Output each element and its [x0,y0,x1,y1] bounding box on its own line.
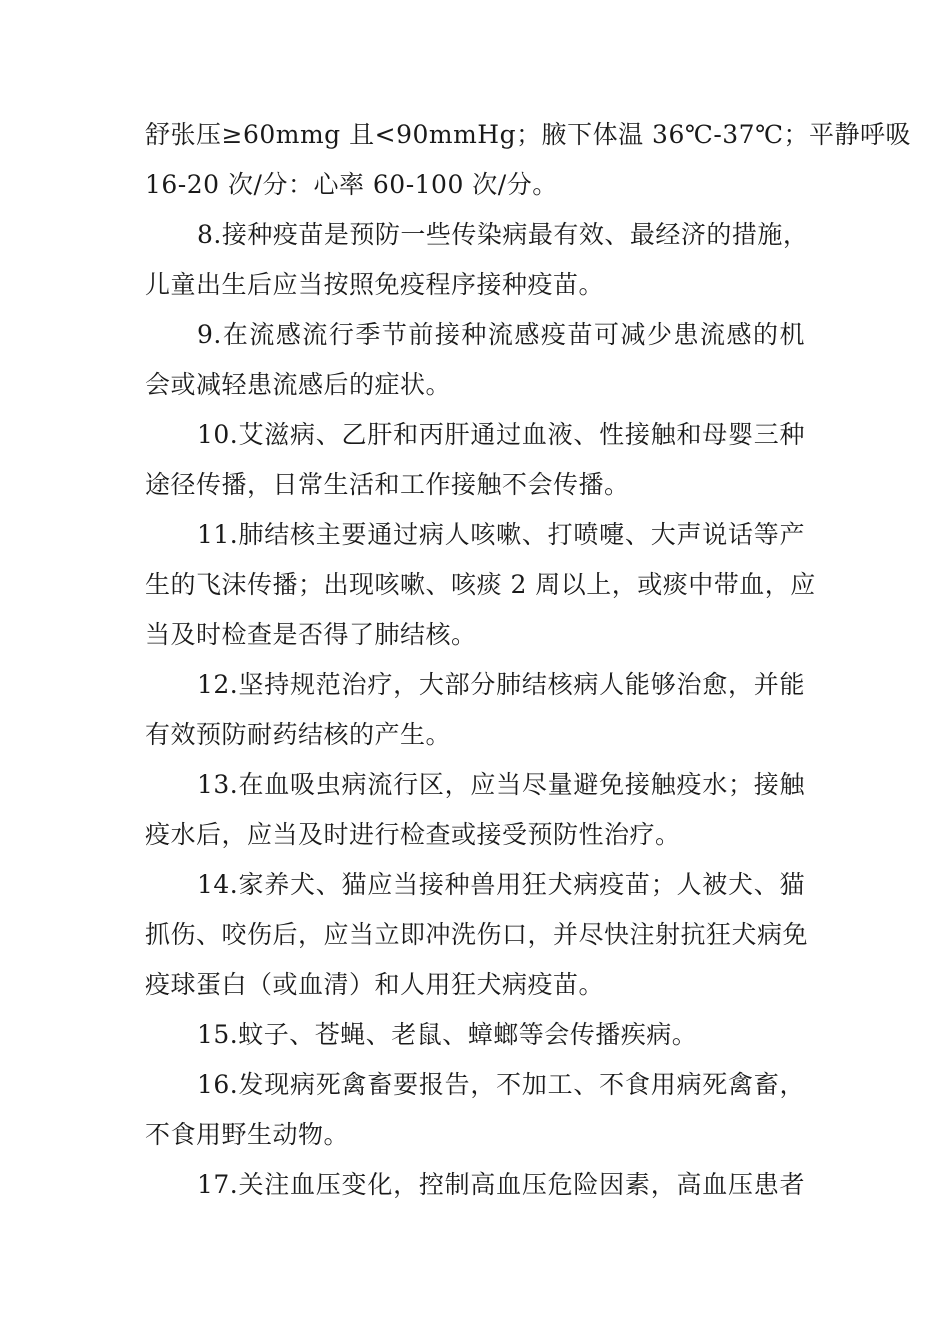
text-line: 舒张压≥60mmg 且<90mmHg；腋下体温 36℃-37℃；平静呼吸 [145,120,912,149]
text-line: 抓伤、咬伤后，应当立即冲洗伤口，并尽快注射抗狂犬病免 [145,920,809,949]
text-line: 10.艾滋病、乙肝和丙肝通过血液、性接触和母婴三种 [197,420,805,449]
text-line: 14.家养犬、猫应当接种兽用狂犬病疫苗；人被犬、猫 [197,870,805,899]
text-line: 16-20 次/分：心率 60-100 次/分。 [145,170,558,199]
text-line: 途径传播，日常生活和工作接触不会传播。 [145,470,630,499]
text-line: 8.接种疫苗是预防一些传染病最有效、最经济的措施， [197,220,809,249]
text-line: 13.在血吸虫病流行区，应当尽量避免接触疫水；接触 [197,770,805,799]
text-line: 17.关注血压变化，控制高血压危险因素，高血压患者 [197,1170,805,1199]
text-line: 11.肺结核主要通过病人咳嗽、打喷嚏、大声说话等产 [197,520,805,549]
text-line: 生的飞沫传播；出现咳嗽、咳痰 2 周以上，或痰中带血，应 [145,570,816,599]
text-line: 16.发现病死禽畜要报告，不加工、不食用病死禽畜， [197,1070,805,1099]
document-body [145,110,912,1210]
text-line: 12.坚持规范治疗，大部分肺结核病人能够治愈，并能 [197,670,805,699]
text-line: 有效预防耐药结核的产生。 [145,720,452,749]
text-line: 疫球蛋白（或血清）和人用狂犬病疫苗。 [145,970,605,999]
text-line: 15.蚊子、苍蝇、老鼠、蟑螂等会传播疾病。 [197,1020,698,1049]
text-line: 疫水后，应当及时进行检查或接受预防性治疗。 [145,820,681,849]
text-line: 不食用野生动物。 [145,1120,350,1149]
text-line: 当及时检查是否得了肺结核。 [145,620,477,649]
text-line: 9.在流感流行季节前接种流感疫苗可减少患流感的机 [197,320,805,349]
text-line: 会或减轻患流感后的症状。 [145,370,452,399]
text-line: 儿童出生后应当按照免疫程序接种疫苗。 [145,270,605,299]
